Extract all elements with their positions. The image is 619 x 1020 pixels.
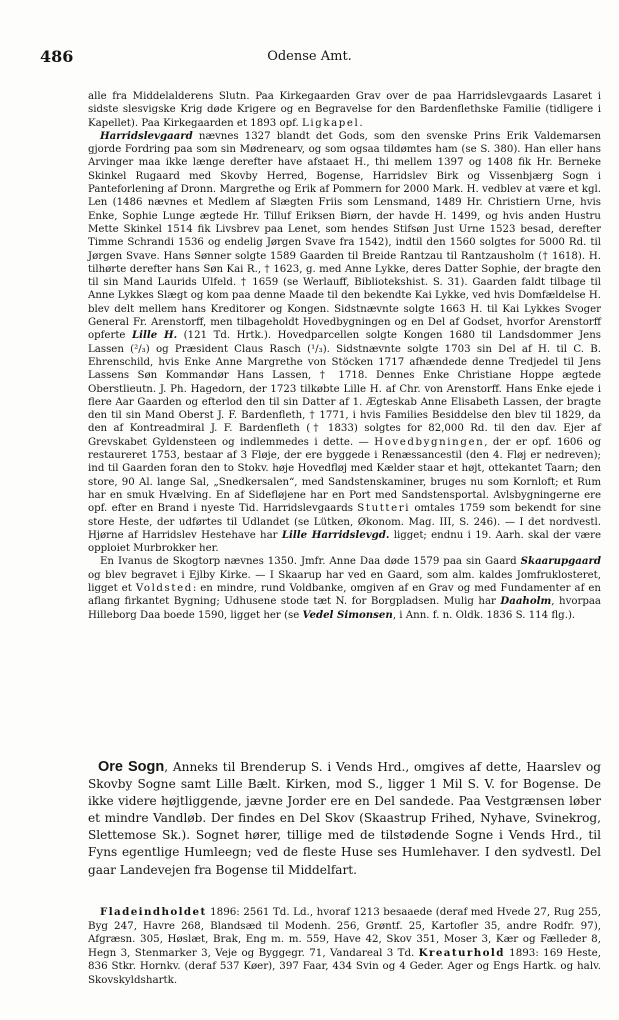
harridslev-section [88,90,601,622]
spaced-term: Stutteri [357,503,411,515]
section-heading: Ore Sogn [98,759,165,775]
paragraph-skogtorp: En Ivanus de Skogtorp nævnes 1350. Jmfr. Anne Daa døde 1579 paa sin Gaard Skaarupgaard og blev begravet i Ejlby Kirke. — I Skaarup har ved en Gaard, som alm. kaldes Jomfruklosteret, ligget et Voldsted: en mindre, rund Voldbanke, omgiven af en Grav og med Fundamenter af en aflang firkantet Bygning; Udhusene stode tæt N. for Borgpladsen. Mulig har Daaholm, hvorpaa Hilleborg Daa boede 1590, ligget her (se Vedel Simonsen, i Ann. f. n. Oldk. 1836 S. 114 flg.). [88,555,602,621]
running-head: Odense Amt. [267,49,352,64]
place-name: Skaarupgaard [520,555,601,568]
page-header [40,47,579,69]
place-name: Daaholm [500,595,552,608]
spaced-term: Fladeindholdet [100,906,207,918]
paragraph-statistics: Fladeindholdet 1896: 2561 Td. Ld., hvoraf 1213 besaaede (deraf med Hvede 27, Rug 255, Byg 247, Havre 268, Blandsæd til Modenh. 256, Grøntf. 25, Kartofler 35, andre Rodfr. 97), Afgræsn. 305, Høslæt, Brak, Eng m. m. 559, Have 42, Skov 351, Moser 3, Kær og Fælleder 8, Hegn 3, Stenmarker 3, Veje og Byggegr. 71, Vandareal 3 Td. Kreaturhold 1893: 169 Heste, 836 Stkr. Hornkv. (deraf 537 Køer), 397 Faar, 434 Svin og 4 Geder. Ager og Engs Hartk. og halv. Skovskyldshartk. [88,906,601,986]
spaced-term: Hovedbygningen [374,436,485,448]
spaced-term: Voldsted [135,582,193,594]
page-number: 486 [40,47,74,66]
statistics-section [88,906,601,987]
paragraph-harridslevgaard: Harridslevgaard nævnes 1327 blandt det Gods, som den svenske Prins Erik Valdemarsen gjorde Fordring paa som sin Mødrenearv, og som ogsaa tildømtes ham (se S. 380). Han eller hans Arvinger maa ikke længe derefter have afstaaet H., thi mellem 1397 og 1408 fik Hr. Berneke Skinkel Rugaard med Skovby Herred, Bogense, Harridslev Birk og Vissenbjærg Sogn i Panteforlening af Dronn. Margrethe og Erik af Pommern for 2000 Mark. H. vedblev at være et kgl. Len (1486 nævnes et Medlem af Slægten Friis som Lensmand, 1489 Hr. Christiern Urne, hvis Enke, Sophie Lunge ægtede Hr. Tilluf Eriksen Biørn, der havde H. 1499, og hvis anden Hustru Mette Skinkel 1514 fik Livsbrev paa Lenet, som hendes Stifsøn Just Urne 1523 besad, derefter Timme Schrandi 1536 og endelig Jørgen Svave fra 1542), indtil den 1560 solgtes for 5000 Rd. til Jørgen Svave. Hans Sønner solgte 1589 Gaarden til Breide Rantzau til Rantzausholm († 1618). H. tilhørte derefter hans Søn Kai R., † 1623, g. med Anne Lykke, deres Datter Sophie, der bragte den til sin Mand Laurids Ulfeld. † 1659 (se Werlauff, Bibliotekshist. S. 31). Gaarden faldt tilbage til Anne Lykkes Slægt og kom paa denne Maade til den bekendte Kai Lykke, ved hvis Domfældelse H. blev delt mellem hans Kreditorer og Kongen. Sidstnævnte solgte 1663 H. til Kai Lykkes Svoger General Fr. Arenstorff, men tilbageholdt Hovedbygningen og en Del af Godset, hvorfor Arenstorff opferte Lille H. (121 Td. Hrtk.). Hovedparcellen solgte Kongen 1680 til Landsdommer Jens Lassen (²/₃) og Præsident Claus Rasch (¹/₃). Sidstnævnte solgte 1703 sin Del af H. til C. B. Ehrenschild, hvis Enke Anne Margrethe von Stöcken 1717 afhændede denne Tredjedel til Jens Lassens Søn Kommandør Hans Lassen, † 1718. Dennes Enke Christiane Hoppe ægtede Oberstlieutn. J. Ph. Hagedorn, der 1723 tilkøbte Lille H. af Chr. von Arenstorff. Hans Enke ejede i flere Aar Gaarden og efterlod den til sin Datter af 1. Ægteskab Anne Elisabeth Lassen, der bragte den til sin Mand Oberst J. F. Bardenfleth, † 1771, i hvis Families Besiddelse den blev til 1829, da den af Kontreadmiral J. F. Bardenfleth († 1833) solgtes for 82,000 Rd. til den dav. Ejer af Grevskabet Gyldensteen og indlemmedes i dette. — Hovedbygningen, der er opf. 1606 og restaureret 1753, bestaar af 3 Fløje, der ere byggede i Renæssancestil (den 4. Fløj er nedreven); ind til Gaarden foran den to Stokv. høje Hovedfløj med Kælder staar et højt, ottekantet Taarn; den store, 90 Al. lange Sal, „Snedkersalen“, med Sandstenskaminer, bruges nu som Kornloft; et Rum har en smuk Hvælving. En af Sidefløjene har en Port med Sandstensportal. Avlsbygningerne ere opf. efter en Brand i nyeste Tid. Harridslevgaards Stutteri omtales 1759 som bekendt for sine store Heste, der udførtes til Udlandet (se Lütken, Økonom. Mag. III, S. 246). — I det nordvestl. Hjørne af Harridslev Hestehave har Lille Harridslevgd. ligget; endnu i 19. Aarh. skal der være opploiet Murbrokker her. [88,129,602,555]
ore-sogn-section [88,759,601,879]
spaced-term: Kreaturhold [418,946,505,959]
place-name: Harridslevgaard [100,129,193,142]
author-name: Vedel Simonsen [302,608,393,621]
paragraph-ore-sogn: Ore Sogn, Anneks til Brenderup S. i Vends Hrd., omgives af dette, Haarslev og Skovby Sogne samt Lille Bælt. Kirken, mod S., ligger 1 Mil S. V. for Bogense. De ikke videre højtliggende, jævne Jorder ere en Del sandede. Paa Vestgrænsen løber et mindre Vandløb. Der findes en Del Skov (Skaastrup Frihed, Nyhave, Svinekrog, Slettemose Sk.). Sognet hører, tillige med de tilstødende Sogne i Vends Hrd., til Fyns egentlige Humleegn; ved de fleste Huse ses Humlehaver. I den sydvestl. Del gaar Landevejen fra Bogense til Middelfart. [88,759,601,877]
paragraph-church: alle fra Middelalderens Slutn. Paa Kirkegaarden Grav over de paa Harridslevgaards Lasaret i sidste slesvigske Krig døde Krigere og en Begravelse for den Bardenflethske Familie (tidligere i Kapellet). Paa Kirkegaarden et 1893 opf. Ligkapel. [88,91,601,129]
place-name: Lille H. [131,329,178,342]
place-name: Lille Harridslevgd. [281,528,390,541]
spaced-term: Ligkapel. [302,117,365,129]
